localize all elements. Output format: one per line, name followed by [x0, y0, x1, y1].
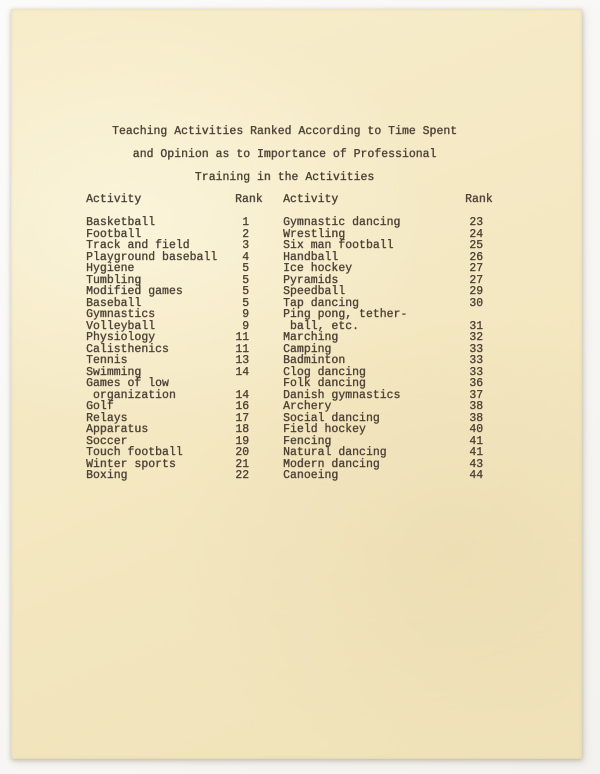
activity-cell: Wrestling — [283, 227, 346, 241]
rank-cell: 24 — [469, 227, 483, 241]
activity-cell: Baseball — [86, 296, 142, 310]
document-title-line-3: Training in the Activities — [194, 171, 375, 184]
table-row — [86, 332, 249, 344]
rank-cell: 29 — [469, 285, 483, 298]
activity-cell: Marching — [283, 331, 339, 344]
table-row — [86, 309, 249, 321]
rank-cell: 26 — [469, 250, 483, 264]
activity-cell: organization — [86, 388, 176, 402]
activity-cell: Boxing — [86, 469, 128, 482]
activity-cell: Playground baseball — [86, 250, 218, 264]
table-row — [86, 470, 249, 482]
table-row — [283, 447, 483, 459]
activity-cell: Speedball — [283, 285, 346, 298]
table-row — [86, 447, 249, 459]
activity-cell: Folk dancing — [283, 377, 366, 390]
activity-cell: Volleyball — [86, 319, 156, 333]
rank-cell: 9 — [242, 308, 249, 321]
rank-cell: 43 — [469, 457, 483, 471]
activity-cell: Danish gymnastics — [283, 388, 401, 402]
rank-cell: 17 — [235, 411, 249, 425]
table-row — [86, 355, 249, 367]
activity-cell: Tennis — [86, 354, 128, 367]
rank-cell: 19 — [235, 434, 249, 448]
activity-cell: Winter sports — [86, 457, 176, 471]
table-row — [86, 263, 249, 275]
activity-cell: Camping — [283, 342, 332, 356]
rank-cell: 14 — [235, 388, 249, 402]
rank-cell: 41 — [469, 446, 483, 459]
column-header-activity-left: Activity — [86, 193, 142, 206]
activity-cell: Touch football — [86, 446, 183, 459]
table-row — [283, 378, 483, 390]
rank-cell: 27 — [469, 273, 483, 287]
rank-cell: 18 — [235, 423, 249, 436]
activity-cell: Gymnastic dancing — [283, 216, 401, 229]
rank-cell: 11 — [235, 331, 249, 344]
rank-cell: 5 — [242, 285, 249, 298]
activity-cell: Physiology — [86, 331, 156, 344]
activity-cell: Gymnastics — [86, 308, 156, 321]
rank-cell: 22 — [235, 469, 249, 482]
table-row — [283, 355, 483, 367]
rank-cell: 5 — [242, 296, 249, 310]
rank-cell: 30 — [469, 296, 483, 310]
table-row — [283, 332, 483, 344]
column-header-rank-left: Rank — [235, 193, 263, 206]
activity-cell: Golf — [86, 400, 114, 413]
rank-cell: 13 — [235, 354, 249, 367]
table-row — [283, 240, 483, 252]
activity-cell: Football — [86, 227, 142, 241]
table-column-left — [86, 217, 249, 482]
activity-cell: Badminton — [283, 354, 346, 367]
table-column-right — [283, 217, 483, 482]
rank-cell: 5 — [242, 262, 249, 275]
rank-cell: 38 — [469, 411, 483, 425]
rank-cell: 44 — [469, 469, 483, 482]
activity-cell: Clog dancing — [283, 365, 366, 379]
rank-cell: 31 — [469, 319, 483, 333]
rank-cell: 32 — [469, 331, 483, 344]
activity-cell: Tap dancing — [283, 296, 359, 310]
rank-cell: 40 — [469, 423, 483, 436]
document-page — [11, 9, 582, 759]
table-row — [86, 217, 249, 229]
column-header-activity-right: Activity — [283, 193, 339, 206]
table-row — [283, 309, 483, 321]
rank-cell: 36 — [469, 377, 483, 390]
activity-cell: Games of low — [86, 377, 169, 390]
activity-cell: Soccer — [86, 434, 128, 448]
rank-cell: 25 — [469, 239, 483, 252]
activity-cell: Track and field — [86, 239, 190, 252]
document-title-line-2: and Opinion as to Importance of Professional — [132, 148, 437, 161]
activity-cell: Swimming — [86, 365, 142, 379]
activity-cell: Hygiene — [86, 262, 135, 275]
activity-cell: Natural dancing — [283, 446, 387, 459]
activity-cell: Social dancing — [283, 411, 380, 425]
table-row — [283, 263, 483, 275]
table-row — [86, 240, 249, 252]
rank-cell: 41 — [469, 434, 483, 448]
activity-cell: Tumbling — [86, 273, 142, 287]
column-header-rank-right: Rank — [465, 193, 493, 206]
rank-cell: 33 — [469, 342, 483, 356]
rank-cell: 4 — [242, 250, 249, 264]
rank-cell: 33 — [469, 354, 483, 367]
activity-cell: Field hockey — [283, 423, 366, 436]
rank-cell: 1 — [242, 216, 249, 229]
table-row — [86, 424, 249, 436]
activity-cell: Calisthenics — [86, 342, 169, 356]
rank-cell: 2 — [242, 227, 249, 241]
activity-cell: Canoeing — [283, 469, 339, 482]
activity-cell: Six man football — [283, 239, 394, 252]
activity-cell: Archery — [283, 400, 332, 413]
activity-cell: Ping pong, tether- — [283, 308, 408, 321]
rank-cell: 21 — [235, 457, 249, 471]
rank-cell: 20 — [235, 446, 249, 459]
rank-cell: 11 — [235, 342, 249, 356]
activity-cell: Modified games — [86, 285, 183, 298]
table-row — [283, 470, 483, 482]
activity-cell: Apparatus — [86, 423, 149, 436]
rank-cell: 38 — [469, 400, 483, 413]
table-row — [283, 424, 483, 436]
rank-cell: 33 — [469, 365, 483, 379]
table-row — [283, 401, 483, 413]
activity-cell: Fencing — [283, 434, 332, 448]
activity-cell: ball, etc. — [283, 319, 359, 333]
table-row — [86, 378, 249, 390]
activity-cell: Ice hockey — [283, 262, 353, 275]
rank-cell: 37 — [469, 388, 483, 402]
table-row — [86, 286, 249, 298]
activity-cell: Basketball — [86, 216, 156, 229]
rank-cell: 9 — [242, 319, 249, 333]
activity-cell: Handball — [283, 250, 339, 264]
rank-cell: 16 — [235, 400, 249, 413]
rank-cell: 14 — [235, 365, 249, 379]
table-row — [283, 217, 483, 229]
rank-cell: 27 — [469, 262, 483, 275]
activity-cell: Pyramids — [283, 273, 339, 287]
activity-cell: Modern dancing — [283, 457, 380, 471]
rank-cell: 23 — [469, 216, 483, 229]
rank-cell: 5 — [242, 273, 249, 287]
table-row — [283, 286, 483, 298]
rank-cell: 3 — [242, 239, 249, 252]
document-title-line-1: Teaching Activities Ranked According to Time Spent — [111, 125, 458, 138]
activity-cell: Relays — [86, 411, 128, 425]
table-row — [86, 401, 249, 413]
